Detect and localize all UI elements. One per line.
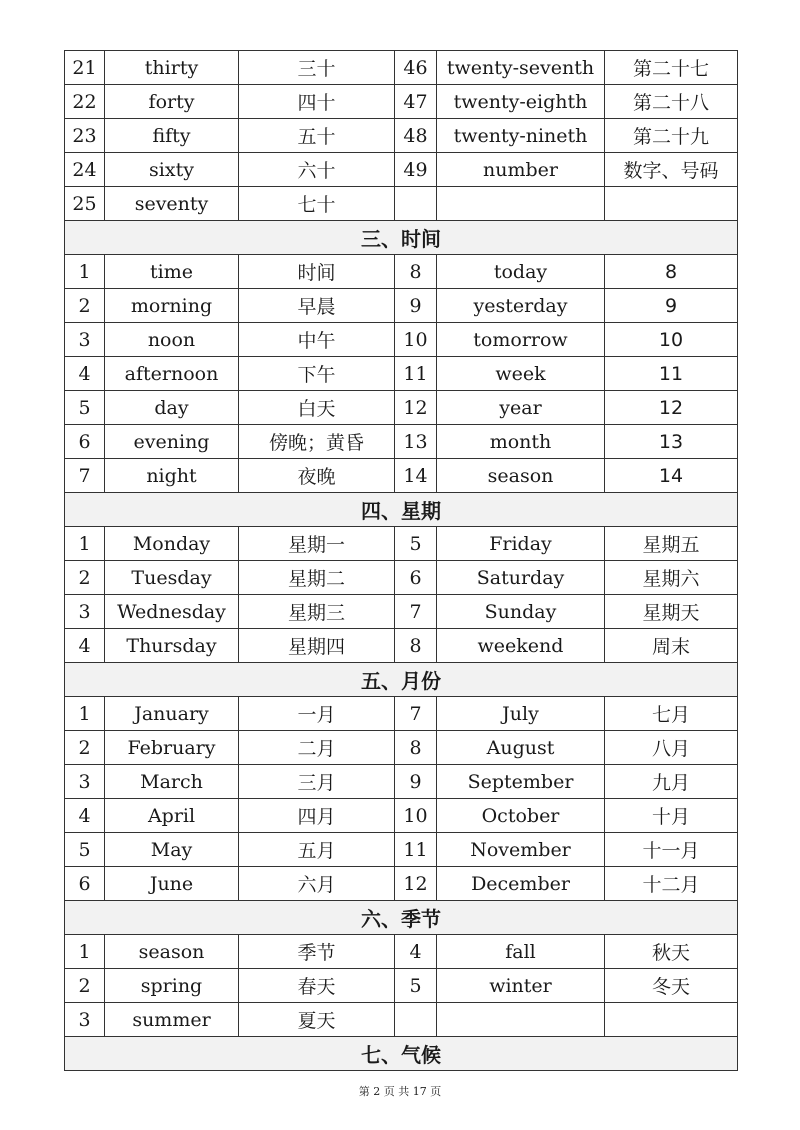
chinese-meaning-cell: 星期二	[239, 561, 395, 595]
number-cell: 9	[395, 289, 437, 323]
number-cell: 13	[395, 425, 437, 459]
number-cell: 5	[65, 833, 105, 867]
number-cell: 8	[395, 255, 437, 289]
vocabulary-table	[64, 50, 738, 1071]
english-word-cell: week	[437, 357, 605, 391]
english-word-cell: Sunday	[437, 595, 605, 629]
number-cell: 6	[395, 561, 437, 595]
chinese-meaning-cell: 季节	[239, 935, 395, 969]
table-row	[65, 357, 738, 391]
table-row	[65, 391, 738, 425]
number-cell: 21	[65, 51, 105, 85]
number-cell: 23	[65, 119, 105, 153]
number-cell: 5	[395, 969, 437, 1003]
table-row	[65, 765, 738, 799]
english-word-cell: summer	[105, 1003, 239, 1037]
section-header-row	[65, 221, 738, 255]
english-word-cell: September	[437, 765, 605, 799]
chinese-meaning-cell: 周末	[605, 629, 738, 663]
chinese-meaning-cell: 星期天	[605, 595, 738, 629]
chinese-meaning-cell: 十二月	[605, 867, 738, 901]
number-cell: 8	[395, 731, 437, 765]
table-row	[65, 323, 738, 357]
chinese-meaning-cell: 二月	[239, 731, 395, 765]
chinese-meaning-cell: 冬天	[605, 969, 738, 1003]
number-cell: 4	[65, 629, 105, 663]
english-word-cell: spring	[105, 969, 239, 1003]
number-cell: 7	[65, 459, 105, 493]
number-cell: 2	[65, 561, 105, 595]
chinese-meaning-cell	[605, 187, 738, 221]
english-word-cell: month	[437, 425, 605, 459]
english-word-cell: May	[105, 833, 239, 867]
section-header-row	[65, 1037, 738, 1071]
table-row	[65, 561, 738, 595]
table-row	[65, 119, 738, 153]
section-header-row	[65, 663, 738, 697]
number-cell: 8	[395, 629, 437, 663]
number-cell: 10	[395, 323, 437, 357]
number-cell: 4	[65, 357, 105, 391]
number-cell: 6	[65, 425, 105, 459]
number-cell: 1	[65, 697, 105, 731]
english-word-cell: tomorrow	[437, 323, 605, 357]
chinese-meaning-cell: 七月	[605, 697, 738, 731]
chinese-meaning-cell: 下午	[239, 357, 395, 391]
chinese-meaning-cell: 时间	[239, 255, 395, 289]
chinese-meaning-cell: 星期五	[605, 527, 738, 561]
english-word-cell: Friday	[437, 527, 605, 561]
english-word-cell: winter	[437, 969, 605, 1003]
english-word-cell: March	[105, 765, 239, 799]
table-row	[65, 731, 738, 765]
chinese-meaning-cell: 春天	[239, 969, 395, 1003]
number-cell: 1	[65, 527, 105, 561]
chinese-meaning-cell: 四月	[239, 799, 395, 833]
english-word-cell: number	[437, 153, 605, 187]
number-cell	[395, 1003, 437, 1037]
chinese-meaning-cell: 14	[605, 459, 738, 493]
chinese-meaning-cell: 9	[605, 289, 738, 323]
english-word-cell: night	[105, 459, 239, 493]
english-word-cell: Wednesday	[105, 595, 239, 629]
chinese-meaning-cell: 数字、号码	[605, 153, 738, 187]
number-cell	[395, 187, 437, 221]
chinese-meaning-cell: 13	[605, 425, 738, 459]
chinese-meaning-cell: 第二十七	[605, 51, 738, 85]
chinese-meaning-cell: 星期四	[239, 629, 395, 663]
table-row	[65, 697, 738, 731]
chinese-meaning-cell: 12	[605, 391, 738, 425]
vocabulary-table-body	[65, 51, 738, 1071]
english-word-cell: today	[437, 255, 605, 289]
number-cell: 4	[395, 935, 437, 969]
table-row	[65, 85, 738, 119]
number-cell: 2	[65, 969, 105, 1003]
number-cell: 47	[395, 85, 437, 119]
number-cell: 25	[65, 187, 105, 221]
section-title: 四、星期	[65, 493, 738, 527]
chinese-meaning-cell: 六十	[239, 153, 395, 187]
chinese-meaning-cell: 10	[605, 323, 738, 357]
number-cell: 49	[395, 153, 437, 187]
chinese-meaning-cell: 三十	[239, 51, 395, 85]
table-row	[65, 935, 738, 969]
chinese-meaning-cell: 傍晚；黄昏	[239, 425, 395, 459]
chinese-meaning-cell: 三月	[239, 765, 395, 799]
english-word-cell: July	[437, 697, 605, 731]
english-word-cell: seventy	[105, 187, 239, 221]
number-cell: 2	[65, 289, 105, 323]
table-row	[65, 51, 738, 85]
table-row	[65, 255, 738, 289]
table-row	[65, 425, 738, 459]
chinese-meaning-cell: 11	[605, 357, 738, 391]
page-footer: 第 2 页 共 17 页	[358, 1085, 442, 1098]
number-cell: 12	[395, 391, 437, 425]
english-word-cell: season	[437, 459, 605, 493]
english-word-cell: year	[437, 391, 605, 425]
chinese-meaning-cell: 白天	[239, 391, 395, 425]
english-word-cell: November	[437, 833, 605, 867]
number-cell: 3	[65, 595, 105, 629]
english-word-cell: Tuesday	[105, 561, 239, 595]
number-cell: 9	[395, 765, 437, 799]
number-cell: 3	[65, 1003, 105, 1037]
number-cell: 22	[65, 85, 105, 119]
english-word-cell: day	[105, 391, 239, 425]
number-cell: 10	[395, 799, 437, 833]
number-cell: 6	[65, 867, 105, 901]
chinese-meaning-cell: 六月	[239, 867, 395, 901]
english-word-cell: twenty-eighth	[437, 85, 605, 119]
table-row	[65, 1003, 738, 1037]
english-word-cell: December	[437, 867, 605, 901]
number-cell: 3	[65, 323, 105, 357]
table-row	[65, 459, 738, 493]
chinese-meaning-cell: 五十	[239, 119, 395, 153]
number-cell: 46	[395, 51, 437, 85]
chinese-meaning-cell: 五月	[239, 833, 395, 867]
chinese-meaning-cell	[605, 1003, 738, 1037]
english-word-cell: forty	[105, 85, 239, 119]
english-word-cell: Monday	[105, 527, 239, 561]
english-word-cell: June	[105, 867, 239, 901]
number-cell: 11	[395, 833, 437, 867]
chinese-meaning-cell: 八月	[605, 731, 738, 765]
english-word-cell: fall	[437, 935, 605, 969]
english-word-cell: August	[437, 731, 605, 765]
english-word-cell: Saturday	[437, 561, 605, 595]
chinese-meaning-cell: 第二十八	[605, 85, 738, 119]
number-cell: 14	[395, 459, 437, 493]
section-title: 三、时间	[65, 221, 738, 255]
section-title: 五、月份	[65, 663, 738, 697]
number-cell: 4	[65, 799, 105, 833]
section-header-row	[65, 901, 738, 935]
english-word-cell	[437, 187, 605, 221]
chinese-meaning-cell: 星期一	[239, 527, 395, 561]
chinese-meaning-cell: 第二十九	[605, 119, 738, 153]
english-word-cell: afternoon	[105, 357, 239, 391]
number-cell: 1	[65, 935, 105, 969]
table-row	[65, 833, 738, 867]
chinese-meaning-cell: 四十	[239, 85, 395, 119]
english-word-cell: sixty	[105, 153, 239, 187]
chinese-meaning-cell: 十一月	[605, 833, 738, 867]
english-word-cell: twenty-nineth	[437, 119, 605, 153]
english-word-cell: January	[105, 697, 239, 731]
chinese-meaning-cell: 一月	[239, 697, 395, 731]
english-word-cell: noon	[105, 323, 239, 357]
english-word-cell: time	[105, 255, 239, 289]
chinese-meaning-cell: 秋天	[605, 935, 738, 969]
number-cell: 7	[395, 595, 437, 629]
english-word-cell: October	[437, 799, 605, 833]
english-word-cell: February	[105, 731, 239, 765]
english-word-cell: fifty	[105, 119, 239, 153]
english-word-cell: evening	[105, 425, 239, 459]
table-row	[65, 799, 738, 833]
table-row	[65, 867, 738, 901]
number-cell: 24	[65, 153, 105, 187]
table-row	[65, 289, 738, 323]
number-cell: 11	[395, 357, 437, 391]
table-row	[65, 153, 738, 187]
chinese-meaning-cell: 8	[605, 255, 738, 289]
english-word-cell: morning	[105, 289, 239, 323]
chinese-meaning-cell: 星期三	[239, 595, 395, 629]
english-word-cell: twenty-seventh	[437, 51, 605, 85]
chinese-meaning-cell: 九月	[605, 765, 738, 799]
chinese-meaning-cell: 夜晚	[239, 459, 395, 493]
section-header-row	[65, 493, 738, 527]
chinese-meaning-cell: 十月	[605, 799, 738, 833]
table-row	[65, 527, 738, 561]
table-row	[65, 969, 738, 1003]
table-row	[65, 595, 738, 629]
english-word-cell: thirty	[105, 51, 239, 85]
number-cell: 5	[65, 391, 105, 425]
english-word-cell	[437, 1003, 605, 1037]
english-word-cell: April	[105, 799, 239, 833]
table-row	[65, 629, 738, 663]
english-word-cell: season	[105, 935, 239, 969]
section-title: 六、季节	[65, 901, 738, 935]
section-title: 七、气候	[65, 1037, 738, 1071]
chinese-meaning-cell: 夏天	[239, 1003, 395, 1037]
chinese-meaning-cell: 中午	[239, 323, 395, 357]
chinese-meaning-cell: 七十	[239, 187, 395, 221]
chinese-meaning-cell: 星期六	[605, 561, 738, 595]
number-cell: 7	[395, 697, 437, 731]
english-word-cell: weekend	[437, 629, 605, 663]
table-row	[65, 187, 738, 221]
english-word-cell: yesterday	[437, 289, 605, 323]
number-cell: 12	[395, 867, 437, 901]
number-cell: 2	[65, 731, 105, 765]
chinese-meaning-cell: 早晨	[239, 289, 395, 323]
english-word-cell: Thursday	[105, 629, 239, 663]
number-cell: 48	[395, 119, 437, 153]
number-cell: 3	[65, 765, 105, 799]
number-cell: 5	[395, 527, 437, 561]
number-cell: 1	[65, 255, 105, 289]
